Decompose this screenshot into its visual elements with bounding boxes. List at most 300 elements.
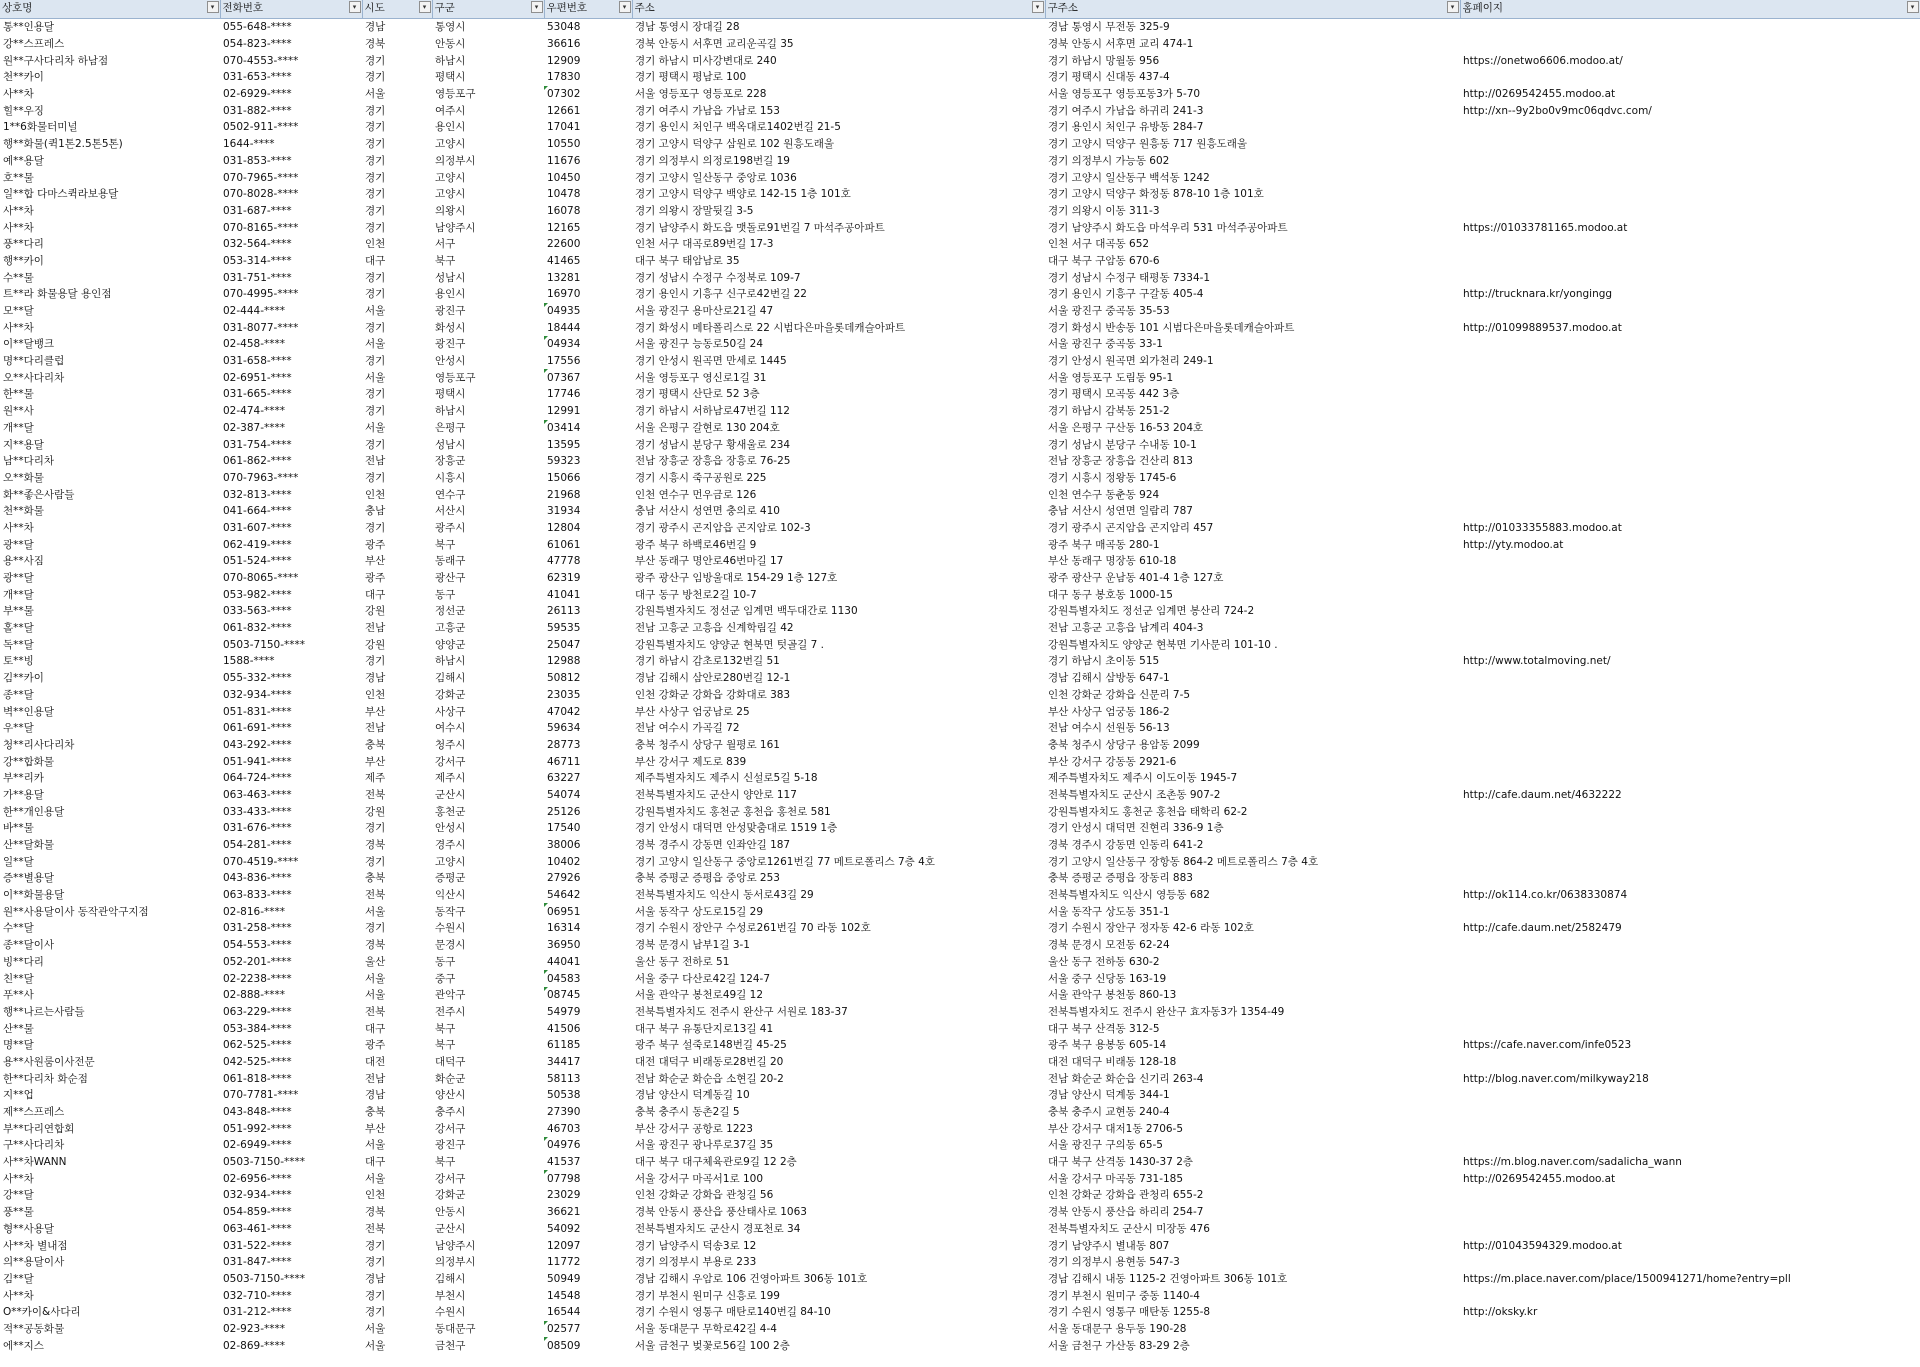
cell-homepage[interactable] [1460,269,1920,286]
cell-homepage[interactable]: http://01033355883.modoo.at [1463,521,1622,534]
cell-zipcode[interactable]: 47778 [547,555,581,568]
cell-homepage[interactable] [1460,303,1920,320]
cell-province[interactable]: 서울 [365,1339,386,1352]
cell-province[interactable]: 서울 [365,1172,386,1185]
cell-province[interactable]: 경기 [365,822,386,835]
cell-old-address[interactable]: 경기 평택시 신대동 437-4 [1048,71,1170,84]
header-cell-old-address[interactable] [1045,0,1460,19]
cell-name[interactable]: 수**달 [3,922,34,935]
cell-phone[interactable]: 02-2238-**** [223,972,292,985]
cell-address[interactable]: 서울 광진구 광나루로37길 35 [635,1139,774,1152]
cell-old-address[interactable]: 전북특별자치도 익산시 영등동 682 [1048,889,1210,902]
cell-district[interactable]: 청주시 [435,738,466,751]
cell-name[interactable]: 친**달 [3,972,34,985]
cell-name[interactable]: 한**개인용달 [3,805,65,818]
cell-name[interactable]: 원**구사다리차 하남점 [3,54,109,67]
cell-address[interactable]: 전북특별자치도 군산시 경포천로 34 [635,1222,801,1235]
cell-homepage[interactable] [1460,1204,1920,1221]
cell-homepage[interactable] [1460,1254,1920,1271]
cell-homepage[interactable]: https://m.place.naver.com/place/1500941271/home?entry=pll [1463,1272,1791,1285]
cell-province[interactable]: 경기 [365,321,386,334]
cell-address[interactable]: 경기 하남시 미사강변대로 240 [635,54,777,67]
cell-name[interactable]: 증**별용달 [3,872,55,885]
cell-old-address[interactable]: 전남 고흥군 고흥읍 남계리 404-3 [1048,622,1204,635]
cell-province[interactable]: 대구 [365,1022,386,1035]
cell-district[interactable]: 강화군 [435,688,466,701]
cell-name[interactable]: 사**차 [3,1289,34,1302]
cell-phone[interactable]: 070-8028-**** [223,188,299,201]
cell-homepage[interactable] [1460,169,1920,186]
cell-zipcode[interactable]: 59323 [547,455,581,468]
cell-zipcode[interactable]: 47042 [547,705,581,718]
cell-homepage[interactable] [1460,1221,1920,1238]
cell-phone[interactable]: 1644-**** [223,138,275,151]
cell-district[interactable]: 동구 [435,955,456,968]
cell-phone[interactable]: 031-212-**** [223,1306,292,1319]
cell-address[interactable]: 경남 양산시 덕계동길 10 [635,1089,750,1102]
cell-homepage[interactable] [1460,236,1920,253]
cell-phone[interactable]: 042-525-**** [223,1055,292,1068]
cell-province[interactable]: 경남 [365,21,386,34]
cell-district[interactable]: 금천구 [435,1339,466,1352]
cell-district[interactable]: 광진구 [435,338,466,351]
cell-district[interactable]: 강서구 [435,1172,466,1185]
cell-old-address[interactable]: 인천 연수구 동춘동 924 [1048,488,1160,501]
cell-district[interactable]: 북구 [435,254,456,267]
cell-homepage[interactable] [1460,636,1920,653]
cell-phone[interactable]: 032-934-**** [223,688,292,701]
cell-district[interactable]: 강화군 [435,1189,466,1202]
cell-phone[interactable]: 052-201-**** [223,955,292,968]
cell-province[interactable]: 경기 [365,221,386,234]
cell-address[interactable]: 경기 화성시 메타폴리스로 22 시범다은마을롯데캐슬아파트 [635,321,906,334]
filter-dropdown-icon[interactable]: ▾ [1907,1,1919,13]
cell-homepage[interactable] [1460,1087,1920,1104]
cell-district[interactable]: 홍천군 [435,805,466,818]
cell-homepage[interactable] [1460,737,1920,754]
cell-zipcode[interactable]: 62319 [547,572,581,585]
cell-homepage[interactable]: https://m.blog.naver.com/sadalicha_wann [1463,1156,1682,1169]
cell-address[interactable]: 경기 성남시 수정구 수정북로 109-7 [635,271,801,284]
cell-zipcode[interactable]: 28773 [547,738,581,751]
cell-district[interactable]: 여주시 [435,104,466,117]
cell-address[interactable]: 강원특별자치도 정선군 임계면 백두대간로 1130 [635,605,858,618]
cell-district[interactable]: 화성시 [435,321,466,334]
cell-district[interactable]: 하남시 [435,655,466,668]
cell-phone[interactable]: 041-664-**** [223,505,292,518]
cell-province[interactable]: 경남 [365,1272,386,1285]
cell-homepage[interactable] [1460,486,1920,503]
cell-phone[interactable]: 054-281-**** [223,839,292,852]
cell-zipcode[interactable]: 10450 [547,171,581,184]
cell-zipcode[interactable]: 16970 [547,288,581,301]
cell-name[interactable]: 호**물 [3,171,34,184]
cell-province[interactable]: 부산 [365,755,386,768]
cell-name[interactable]: 개**달 [3,421,34,434]
cell-province[interactable]: 경기 [365,204,386,217]
cell-zipcode[interactable]: 14548 [547,1289,581,1302]
cell-phone[interactable]: 033-563-**** [223,605,292,618]
cell-district[interactable]: 고양시 [435,171,466,184]
cell-name[interactable]: 천**카이 [3,71,44,84]
cell-old-address[interactable]: 대구 북구 산격동 1430-37 2층 [1048,1156,1194,1169]
cell-district[interactable]: 대덕구 [435,1055,466,1068]
cell-zipcode[interactable]: 31934 [547,505,581,518]
cell-district[interactable]: 양산시 [435,1089,466,1102]
cell-address[interactable]: 전남 고흥군 고흥읍 신계학림길 42 [635,622,794,635]
cell-phone[interactable]: 033-433-**** [223,805,292,818]
cell-province[interactable]: 광주 [365,572,386,585]
cell-district[interactable]: 용인시 [435,288,466,301]
cell-name[interactable]: 김**달 [3,1272,34,1285]
cell-province[interactable]: 경북 [365,38,386,51]
cell-zipcode[interactable] [544,1170,632,1187]
cell-homepage[interactable] [1460,336,1920,353]
cell-zipcode[interactable]: 41506 [547,1022,581,1035]
cell-name[interactable]: 천**화물 [3,505,44,518]
cell-phone[interactable]: 043-836-**** [223,872,292,885]
cell-province[interactable]: 서울 [365,88,386,101]
cell-zipcode[interactable] [544,1337,632,1354]
cell-homepage[interactable] [1460,987,1920,1004]
cell-old-address[interactable]: 경기 성남시 분당구 수내동 10-1 [1048,438,1197,451]
cell-district[interactable]: 은평구 [435,421,466,434]
cell-phone[interactable]: 051-992-**** [223,1122,292,1135]
cell-district[interactable]: 동대문구 [435,1322,476,1335]
cell-zipcode[interactable]: 61061 [547,538,581,551]
cell-name[interactable]: 적**공동화물 [3,1322,65,1335]
cell-address[interactable]: 충북 증평군 증평읍 중앙로 253 [635,872,780,885]
cell-address[interactable]: 경기 성남시 분당구 황새울로 234 [635,438,791,451]
cell-province[interactable]: 경기 [365,388,386,401]
cell-district[interactable]: 안성시 [435,822,466,835]
cell-province[interactable]: 경기 [365,188,386,201]
cell-district[interactable]: 광산구 [435,572,466,585]
cell-province[interactable]: 경북 [365,839,386,852]
cell-district[interactable]: 부천시 [435,1289,466,1302]
cell-homepage[interactable] [1460,970,1920,987]
cell-old-address[interactable]: 대전 대덕구 비래동 128-18 [1048,1055,1177,1068]
cell-address[interactable]: 인천 강화군 강화읍 강화대로 383 [635,688,791,701]
cell-district[interactable]: 광진구 [435,1139,466,1152]
cell-homepage[interactable]: http://xn--9y2bo0v9mc06qdvc.com/ [1463,104,1652,117]
cell-zipcode[interactable]: 12804 [547,521,581,534]
cell-homepage[interactable] [1460,937,1920,954]
cell-name[interactable]: 용**사원룸이사전문 [3,1055,95,1068]
cell-name[interactable]: 일**합 다마스퀵라보용달 [3,188,119,201]
cell-zipcode[interactable] [544,903,632,920]
cell-name[interactable]: 사**차 [3,221,34,234]
cell-address[interactable]: 대구 북구 태암남로 35 [635,254,740,267]
cell-homepage[interactable]: https://cafe.naver.com/infe0523 [1463,1039,1632,1052]
cell-province[interactable]: 전남 [365,622,386,635]
cell-old-address[interactable]: 경기 의정부시 용현동 547-3 [1048,1256,1180,1269]
cell-province[interactable]: 대구 [365,1156,386,1169]
cell-zipcode[interactable]: 27926 [547,872,581,885]
cell-name[interactable]: 종**달 [3,688,34,701]
cell-province[interactable]: 인천 [365,238,386,251]
cell-zipcode[interactable]: 54642 [547,889,581,902]
header-cell-province[interactable] [362,0,432,19]
cell-phone[interactable]: 070-4995-**** [223,288,299,301]
cell-zipcode[interactable] [544,86,632,103]
cell-name[interactable]: 푸**사 [3,989,34,1002]
cell-address[interactable]: 전남 화순군 화순읍 소현길 20-2 [635,1072,784,1085]
cell-old-address[interactable]: 경기 부천시 원미구 중동 1140-4 [1048,1289,1200,1302]
cell-phone[interactable]: 031-607-**** [223,521,292,534]
cell-phone[interactable]: 070-8165-**** [223,221,299,234]
cell-old-address[interactable]: 대구 북구 구암동 670-6 [1048,254,1160,267]
cell-address[interactable]: 부산 사상구 엄궁남로 25 [635,705,750,718]
cell-name[interactable]: 사**차 [3,204,34,217]
cell-homepage[interactable] [1460,136,1920,153]
cell-province[interactable]: 경기 [365,121,386,134]
cell-zipcode[interactable] [544,1321,632,1338]
cell-phone[interactable]: 02-869-**** [223,1339,285,1352]
cell-address[interactable]: 경기 평택시 산단로 52 3층 [635,388,760,401]
cell-district[interactable]: 고흥군 [435,622,466,635]
cell-phone[interactable]: 062-525-**** [223,1039,292,1052]
cell-homepage[interactable] [1460,503,1920,520]
cell-homepage[interactable]: http://www.totalmoving.net/ [1463,655,1611,668]
cell-phone[interactable]: 063-463-**** [223,788,292,801]
cell-province[interactable]: 경기 [365,922,386,935]
cell-name[interactable]: 행**화물(퀵1톤2.5톤5톤) [3,138,123,151]
cell-name[interactable]: 강**합화물 [3,755,55,768]
cell-old-address[interactable]: 인천 강화군 강화읍 신문리 7-5 [1048,688,1191,701]
cell-zipcode[interactable]: 50812 [547,672,581,685]
cell-district[interactable]: 증평군 [435,872,466,885]
cell-name[interactable]: 구**사다리차 [3,1139,65,1152]
cell-address[interactable]: 경기 하남시 서하남로47번길 112 [635,405,790,418]
cell-address[interactable]: 전북특별자치도 군산시 양안로 117 [635,788,797,801]
cell-district[interactable]: 남양주시 [435,1239,476,1252]
cell-homepage[interactable]: http://yty.modoo.at [1463,538,1564,551]
cell-district[interactable]: 평택시 [435,388,466,401]
cell-zipcode[interactable]: 12909 [547,54,581,67]
cell-province[interactable]: 경북 [365,1206,386,1219]
cell-old-address[interactable]: 경기 의왕시 이동 311-3 [1048,204,1160,217]
cell-homepage[interactable]: http://01043594329.modoo.at [1463,1239,1622,1252]
cell-zipcode[interactable]: 13595 [547,438,581,451]
cell-old-address[interactable]: 경기 성남시 수정구 태평동 7334-1 [1048,271,1211,284]
cell-address[interactable]: 인천 서구 대곡로89번길 17-3 [635,238,774,251]
cell-district[interactable]: 화순군 [435,1072,466,1085]
cell-name[interactable]: 1**6화물터미널 [3,121,78,134]
cell-zipcode[interactable]: 17556 [547,355,581,368]
cell-address[interactable]: 충남 서산시 성연면 충의로 410 [635,505,780,518]
cell-district[interactable]: 군산시 [435,788,466,801]
cell-district[interactable]: 고양시 [435,188,466,201]
cell-province[interactable]: 서울 [365,305,386,318]
cell-address[interactable]: 전북특별자치도 익산시 동서로43길 29 [635,889,814,902]
cell-zipcode[interactable]: 58113 [547,1072,581,1085]
cell-district[interactable]: 북구 [435,1022,456,1035]
cell-phone[interactable]: 031-522-**** [223,1239,292,1252]
cell-zipcode[interactable]: 11772 [547,1256,581,1269]
cell-zipcode[interactable] [544,303,632,320]
cell-district[interactable]: 제주시 [435,772,466,785]
cell-zipcode[interactable]: 53048 [547,21,581,34]
cell-old-address[interactable]: 경남 양산시 덕계동 344-1 [1048,1089,1170,1102]
cell-homepage[interactable] [1460,703,1920,720]
cell-old-address[interactable]: 서울 동작구 상도동 351-1 [1048,905,1170,918]
cell-old-address[interactable]: 경기 화성시 반송동 101 시범다은마을롯데캐슬아파트 [1048,321,1295,334]
cell-phone[interactable]: 02-444-**** [223,305,285,318]
cell-province[interactable]: 경기 [365,54,386,67]
cell-name[interactable]: 오**화물 [3,471,44,484]
cell-zipcode[interactable]: 50538 [547,1089,581,1102]
cell-address[interactable]: 대구 북구 대구체육관로9길 12 2층 [635,1156,797,1169]
cell-zipcode[interactable]: 18444 [547,321,581,334]
cell-phone[interactable]: 070-7965-**** [223,171,299,184]
cell-homepage[interactable] [1460,1104,1920,1121]
cell-province[interactable]: 충북 [365,738,386,751]
cell-old-address[interactable]: 경북 안동시 풍산읍 하리리 254-7 [1048,1206,1204,1219]
cell-phone[interactable]: 031-853-**** [223,154,292,167]
cell-homepage[interactable] [1460,586,1920,603]
cell-name[interactable]: 풍**다리 [3,238,44,251]
cell-homepage[interactable] [1460,369,1920,386]
cell-province[interactable]: 대구 [365,254,386,267]
cell-old-address[interactable]: 경남 김해시 삼방동 647-1 [1048,672,1170,685]
cell-old-address[interactable]: 서울 광진구 중곡동 35-53 [1048,305,1170,318]
cell-old-address[interactable]: 경기 여주시 가남읍 하귀리 241-3 [1048,104,1204,117]
cell-old-address[interactable]: 경기 안성시 대덕면 진현리 336-9 1층 [1048,822,1224,835]
cell-phone[interactable]: 02-474-**** [223,405,285,418]
cell-homepage[interactable] [1460,853,1920,870]
cell-zipcode[interactable]: 17746 [547,388,581,401]
cell-district[interactable]: 통영시 [435,21,466,34]
cell-address[interactable]: 경기 의정부시 부용로 233 [635,1256,757,1269]
cell-province[interactable]: 인천 [365,488,386,501]
cell-homepage[interactable] [1460,186,1920,203]
cell-name[interactable]: 홀**달 [3,622,34,635]
cell-address[interactable]: 경기 광주시 곤지암읍 곤지암로 102-3 [635,521,811,534]
cell-address[interactable]: 서울 영등포구 영등포로 228 [635,88,767,101]
cell-zipcode[interactable]: 27390 [547,1106,581,1119]
cell-name[interactable]: 일**달 [3,855,34,868]
cell-name[interactable]: 한**물 [3,388,34,401]
cell-homepage[interactable] [1460,820,1920,837]
cell-zipcode[interactable] [544,336,632,353]
cell-province[interactable]: 경기 [365,171,386,184]
cell-district[interactable]: 성남시 [435,271,466,284]
cell-homepage[interactable] [1460,753,1920,770]
cell-phone[interactable]: 031-687-**** [223,204,292,217]
cell-homepage[interactable] [1460,19,1920,36]
cell-phone[interactable]: 031-653-**** [223,71,292,84]
cell-old-address[interactable]: 경기 수원시 장안구 정자동 42-6 라동 102호 [1048,922,1254,935]
cell-old-address[interactable]: 서울 광진구 구의동 65-5 [1048,1139,1163,1152]
cell-old-address[interactable]: 서울 중구 신당동 163-19 [1048,972,1167,985]
cell-name[interactable]: 화**좋은사람들 [3,488,75,501]
cell-homepage[interactable] [1460,1287,1920,1304]
cell-old-address[interactable]: 경기 광주시 곤지암읍 곤지암리 457 [1048,521,1214,534]
cell-province[interactable]: 강원 [365,605,386,618]
cell-province[interactable]: 전남 [365,455,386,468]
cell-zipcode[interactable]: 12661 [547,104,581,117]
cell-address[interactable]: 경기 수원시 장안구 수성로261번길 70 라동 102호 [635,922,871,935]
cell-name[interactable]: 벽**인용달 [3,705,55,718]
cell-phone[interactable]: 053-384-**** [223,1022,292,1035]
cell-address[interactable]: 강원특별자치도 홍천군 홍천읍 홍천로 581 [635,805,831,818]
cell-zipcode[interactable]: 21968 [547,488,581,501]
cell-address[interactable]: 서울 동대문구 무학로42길 4-4 [635,1322,777,1335]
cell-district[interactable]: 용인시 [435,121,466,134]
cell-name[interactable]: 개**달 [3,588,34,601]
cell-address[interactable]: 경기 고양시 일산동구 중앙로 1036 [635,171,797,184]
filter-dropdown-icon[interactable]: ▾ [349,1,361,13]
cell-old-address[interactable]: 충북 증평군 증평읍 장동리 883 [1048,872,1193,885]
cell-district[interactable]: 하남시 [435,405,466,418]
cell-province[interactable]: 전북 [365,788,386,801]
cell-district[interactable]: 성남시 [435,438,466,451]
cell-homepage[interactable]: https://onetwo6606.modoo.at/ [1463,54,1623,67]
cell-province[interactable]: 전남 [365,722,386,735]
cell-name[interactable]: 에**지스 [3,1339,44,1352]
filter-dropdown-icon[interactable]: ▾ [531,1,543,13]
cell-name[interactable]: 이**달뱅크 [3,338,55,351]
cell-homepage[interactable]: http://blog.naver.com/milkyway218 [1463,1072,1649,1085]
cell-address[interactable]: 인천 강화군 강화읍 관청길 56 [635,1189,774,1202]
cell-address[interactable]: 경기 시흥시 죽구공원로 225 [635,471,767,484]
cell-address[interactable]: 경남 김해시 삼안로280번길 12-1 [635,672,791,685]
cell-address[interactable]: 인천 연수구 먼우금로 126 [635,488,757,501]
cell-old-address[interactable]: 광주 북구 용봉동 605-14 [1048,1039,1167,1052]
cell-province[interactable]: 충북 [365,1106,386,1119]
cell-homepage[interactable]: http://0269542455.modoo.at [1463,88,1616,101]
cell-phone[interactable]: 043-848-**** [223,1106,292,1119]
cell-address[interactable]: 서울 중구 다산로42길 124-7 [635,972,771,985]
cell-zipcode[interactable]: 41465 [547,254,581,267]
cell-district[interactable]: 정선군 [435,605,466,618]
header-cell-address[interactable] [632,0,1045,19]
cell-old-address[interactable]: 서울 은평구 구산동 16-53 204호 [1048,421,1204,434]
cell-phone[interactable]: 051-831-**** [223,705,292,718]
cell-phone[interactable]: 061-691-**** [223,722,292,735]
cell-homepage[interactable] [1460,770,1920,787]
cell-name[interactable]: 독**달 [3,638,34,651]
cell-address[interactable]: 서울 금천구 벚꽃로56길 100 2층 [635,1339,790,1352]
cell-district[interactable]: 문경시 [435,939,466,952]
cell-district[interactable]: 영등포구 [435,371,476,384]
cell-address[interactable]: 경기 하남시 감초로132번길 51 [635,655,780,668]
cell-old-address[interactable]: 충북 청주시 상당구 용암동 2099 [1048,738,1200,751]
cell-province[interactable]: 경기 [365,138,386,151]
cell-address[interactable]: 부산 강서구 공항로 1223 [635,1122,753,1135]
cell-address[interactable]: 경기 안성시 원곡면 만세로 1445 [635,355,787,368]
cell-district[interactable]: 여수시 [435,722,466,735]
cell-homepage[interactable] [1460,1337,1920,1354]
cell-phone[interactable]: 032-710-**** [223,1289,292,1302]
cell-district[interactable]: 양양군 [435,638,466,651]
cell-homepage[interactable]: http://ok114.co.kr/0638330874 [1463,889,1628,902]
cell-homepage[interactable]: http://0269542455.modoo.at [1463,1172,1616,1185]
cell-province[interactable]: 서울 [365,371,386,384]
cell-phone[interactable]: 02-816-**** [223,905,285,918]
cell-homepage[interactable] [1460,403,1920,420]
cell-district[interactable]: 동구 [435,588,456,601]
cell-name[interactable]: 원**사용달이사 동작관악구지점 [3,905,149,918]
cell-district[interactable]: 김해시 [435,1272,466,1285]
cell-zipcode[interactable]: 34417 [547,1055,581,1068]
cell-homepage[interactable] [1460,1137,1920,1154]
cell-name[interactable]: 제**스프레스 [3,1106,65,1119]
cell-old-address[interactable]: 서울 강서구 마곡동 731-185 [1048,1172,1184,1185]
cell-old-address[interactable]: 부산 강서구 대저1동 2706-5 [1048,1122,1184,1135]
cell-name[interactable]: 사**차 [3,1172,34,1185]
